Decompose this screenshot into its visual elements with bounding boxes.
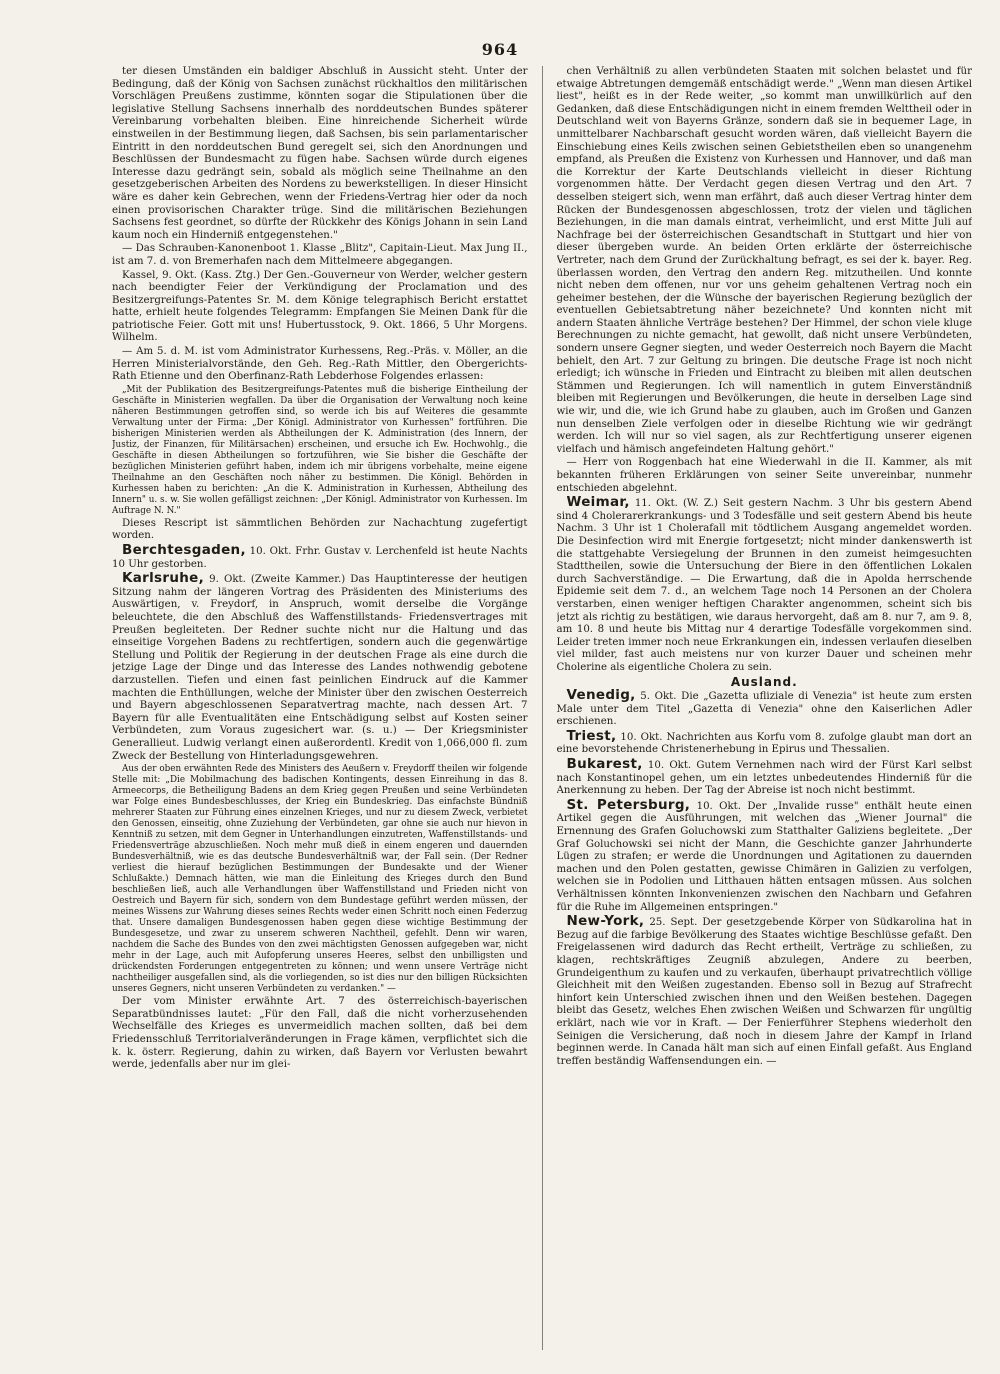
text-columns: [112, 66, 972, 1350]
quoted-document: „Mit der Publikation des Besitzergreifungs-Patentes muß die bisherige Eintheilung der Geschäfte in Ministerien wegfallen. Da über die Organisation der Verwaltung noch keine näheren Bestimmungen getroffen sind, so werde ich bis auf Weiteres die gesammte Verwaltung unter der Firma: „Der Königl. Administrator von Kurhessen" fortführen. Die bisherigen Ministerien werden als Abtheilungen der K. Administration (des Innern, der Justiz, der Finanzen, für Militärsachen) erscheinen, und ersuche ich Ew. Hochwohlg., die Geschäfte in diesen Abtheilungen so fortzuführen, wie Sie bisher die Geschäfte der bezüglichen Ministerien geführt haben, indem ich mir übrigens vorbehalte, meine eigene Theilnahme an den Geschäften noch näher zu bestimmen. Die Königl. Behörden in Kurhessen haben zu berichten: „An die K. Administration in Kurhessen, Abtheilung des Innern" u. s. w. Sie wollen gefälligst zeichnen: „Der Königl. Administrator von Kurhessen. Im Auftrage N. N.": [112, 384, 528, 516]
article-paragraph: [557, 689, 973, 729]
article-paragraph: — Am 5. d. M. ist vom Administrator Kurhessens, Reg.-Präs. v. Möller, an die Herren Ministerialvorstände, den Geh. Reg.-Rath Mittler, den Obergerichts-Rath Etienne und den Oberfinanz-Rath Lebderhose Folgendes erlassen:: [112, 346, 528, 383]
dateline-heading: St. Petersburg,: [566, 796, 691, 813]
dateline-heading: Karlsruhe,: [122, 570, 205, 587]
right-column: [557, 66, 973, 1350]
article-text: 9. Okt. (Zweite Kammer.) Das Hauptinteresse der heutigen Sitzung nahm der längeren Vortrag des Präsidenten des Ministeriums des Auswärtigen, v. Freydorf, in Anspruch, womit derselbe die Vorgänge beleuchtete, die den Abschluß des Waffenstillstands- Friedensvertrages mit Preußen begleiteten. Der Redner suchte nicht nur die Haltung und das einseitige Vorgehen Badens zu rechtfertigen, sondern auch die gegenwärtige Stellung und Politik der Regierung in der deutschen Frage als eine durch die jetzige Lage der Dinge und das Interesse des Landes nothwendig gebotene darzustellen. Tiefen und einen fast peinlichen Eindruck auf die Kammer machten die Enthüllungen, welche der Minister über den zwischen Oesterreich und Bayern abgeschlossenen Separatvertrag machte, nach dessen Art. 7 Bayern für alle Eventualitäten eine Entschädigung selbst auf Kosten seiner Verbündeten, zum Voraus zugesichert war. (s. u.) — Der Kriegsminister Generallieut. Ludwig verlangt einen außerordentl. Kredit von 1,066,000 fl. zum Zweck der Bestellung von Hinterladungsgewehren.: [112, 574, 528, 762]
article-paragraph: — Das Schrauben-Kanonenboot 1. Klasse „Blitz", Capitain-Lieut. Max Jung II., ist am 7. d. von Bremerhafen nach dem Mittelmeere abgegangen.: [112, 243, 528, 267]
article-paragraph: — Herr von Roggenbach hat eine Wiederwahl in die II. Kammer, als mit bekannten früheren Erklärungen von seiner Seite unvereinbar, nunmehr entschieden abgelehnt.: [556, 457, 972, 494]
article-paragraph: chen Verhältniß zu allen verbündeten Staaten mit solchen belastet und für etwaige Abtretungen demgemäß entschädigt werde." „Wenn man diesen Artikel liest", heißt es in der Rede weiter, „so kommt man unwillkürlich auf den Gedanken, daß diese Entschädigungen nicht in einem fremden Welttheil oder in Deutschland weit von Bayerns Gränze, sondern daß sie in bequemer Lage, in unmittelbarer Nachbarschaft gesucht worden wären, daß vielleicht Bayern die Einschiebung eines Keils zwischen seinen Gebietstheilen eben so unangenehm empfand, als Preußen die Existenz von Kurhessen und Hannover, und daß man die Korrektur der Karte Deutschlands vielleicht in dieser Richtung vorgenommen hätte. Der Verdacht gegen diesen Vertrag und den Art. 7 desselben steigert sich, wenn man erfährt, daß auch dieser Vertrag hinter dem Rücken der Bundesgenossen abgeschlossen, trotz der vielen und täglichen Beziehungen, in die man damals eintrat, verheimlicht, und erst Mitte Juli auf Nachfrage bei der österreichischen Gesandtschaft in Stuttgart und hier von dieser übergeben wurde. An beiden Orten erklärte der österreichische Vertreter, nach dem Grund der Zurückhaltung befragt, es sei der k. bayer. Reg. überlassen worden, den Vertrag den andern Reg. mitzutheilen. Und konnte nicht neben dem offenen, nur vor uns geheim gehaltenen Vertrag noch ein geheimer bestehen, der die Wünsche der bayerischen Regierung bezüglich der eventuellen Gebietsabtretung näher bezeichnete? Und konnten nicht mit andern Staaten ähnliche Verträge bestehen? Der Himmel, der schon viele kluge Berechnungen zu nichte gemacht, hat gewollt, daß nicht unsere Verbündeten, sondern unsere Gegner siegten, und weder Oesterreich noch Bayern die Macht behielt, den Art. 7 zur Geltung zu bringen. Die deutsche Frage ist noch nicht erledigt; ich wünsche in Frieden und Eintracht zu bleiben mit allen deutschen Stämmen und Regierungen. Ich will namentlich in gutem Einverständniß bleiben mit Regierungen und Bevölkerungen, die heute in derselben Lage sind wie wir, und die, wie ich Grund habe zu glauben, auch im Großen und Ganzen nun denselben Ziele verfolgen oder in dieselbe Richtung wie wir gedrängt werden. Ich will nur so viel sagen, als zur Rechtfertigung unserer eigenen vielfach und hämisch angefeindeten Haltung gehört.": [556, 66, 972, 455]
dateline-heading: Venedig,: [566, 687, 636, 704]
dateline-heading: Triest,: [566, 727, 617, 744]
article-paragraph: [112, 572, 528, 763]
article-text: 25. Sept. Der gesetzgebende Körper von Südkarolina hat in Bezug auf die farbige Bevölkerung des Staates wichtige Beschlüsse gefaßt. Den Freigelassenen wird dadurch das Recht ertheilt, Verträge zu schließen, zu klagen, rechtskräftiges Zeugniß abzulegen, Andere zu beerben, Grundeigenthum zu kaufen und zu verkaufen, überhaupt privatrechtlich völlige Gleichheit mit den Weißen zugestanden. Ebenso soll in Bezug auf Strafrecht hinfort kein Unterschied zwischen ihnen und den Weißen bestehen. Dagegen bleibt das Gesetz, welches Ehen zwischen Weißen und Schwarzen für ungültig erklärt, nach wie vor in Kraft. — Der Fenierführer Stephens wiederholt den Seinigen die Versicherung, daß noch in diesem Jahre der Kampf in Irland beginnen werde. In Canada hält man sich auf einen Einfall gefaßt. Aus England treffen beständig Waffensendungen ein. —: [556, 917, 972, 1067]
article-text: 10. Okt. Nachrichten aus Korfu vom 8. zufolge glaubt man dort an eine bevorstehende Christenerhebung in Epirus und Thessalien.: [556, 731, 972, 756]
page-number: 964: [481, 40, 519, 59]
article-paragraph: [557, 915, 973, 1068]
article-paragraph: [112, 544, 528, 571]
column-divider: [542, 66, 543, 1350]
dateline-heading: New-York,: [566, 913, 645, 930]
article-text: 5. Okt. Die „Gazetta ufliziale di Venezia" ist heute zum ersten Male unter dem Titel „Gazetta di Venezia" ohne den Kaiserlichen Adler erschienen.: [556, 691, 972, 728]
section-heading: Ausland.: [730, 674, 798, 689]
article-paragraph: [556, 796, 973, 914]
article-text: 10. Okt. Frhr. Gustav v. Lerchenfeld ist heute Nachts 10 Uhr gestorben.: [112, 546, 528, 570]
article-paragraph: Der vom Minister erwähnte Art. 7 des österreichisch-bayerischen Separatbündnisses lautet: „Für den Fall, daß die nicht vorherzusehenden Wechselfälle des Krieges es unvermeidlich machen sollten, daß bei dem Friedensschluß Territorialveränderungen in Frage kämen, verpflichtet sich die k. k. österr. Regierung, dahin zu wirken, daß Bayern vor Verlusten bewahrt werde, jedenfalls aber nur im glei-: [112, 996, 528, 1071]
article-paragraph: [557, 496, 973, 674]
quoted-document: Aus der oben erwähnten Rede des Ministers des Aeußern v. Freydorff theilen wir folgende Stelle mit: „Die Mobilmachung des badischen Kontingents, dessen Einreihung in das 8. Armeecorps, die Betheiligung Badens an dem Krieg gegen Preußen und seine Verbündeten war Folge eines Bundesbeschlusses, der Krieg ein Bundeskrieg. Das einfachste Bündniß mehrerer Staaten zur Führung eines einzelnen Krieges, und nur zu diesem Zweck, verbietet den Genossen, einseitig, ohne Zuziehung der Verbündeten, gar ohne sie auch nur hievon in Kenntniß zu setzen, mit dem Gegner in Unterhandlungen einzutreten, Waffenstillstands- und Friedensverträge abzuschließen. Noch mehr muß dieß in einem engeren und dauernden Bundesverhältniß, wie es das deutsche Bundesverhältniß war, der Fall sein. (Der Redner verliest die hierauf bezüglichen Bestimmungen der Bundesakte und der Wiener Schlußakte.) Demnach hätten, wie man die Einleitung des Krieges durch den Bund beschließen ließ, auch alle Verhandlungen über Waffenstillstand und Frieden nicht von Oestreich und Bayern für sich, sondern von dem Bundestage geführt werden müssen, der meines Wissens zur Wahrung dieses seines Rechts weder einen Schritt noch einen Federzug that. Unsere damaligen Bundesgenossen haben gegen diese wichtige Bestimmung der Bundesgesetze, und zwar zu unserem schweren Nachtheil, gefehlt. Denn wir waren, nachdem die Sache des Bundes von den zwei mächtigsten Genossen aufgegeben war, nicht mehr in der Lage, auch mit Aufopferung unseres Heeres, selbst den unbilligsten und drückendsten Forderungen entgegentreten zu können; und wenn unsere Verträge nicht nachtheiliger ausgefallen sind, als die vorliegenden, so ist dies nur den billigen Rücksichten unseres Gegners, nicht unseren Verbündeten zu verdanken." —: [112, 764, 528, 995]
article-paragraph: Kassel, 9. Okt. (Kass. Ztg.) Der Gen.-Gouverneur von Werder, welcher gestern nach beendigter Feier der Verkündigung der Proclamation und des Besitzergreifungs-Patentes Sr. M. dem Könige telegraphisch Bericht erstattet hatte, erhielt heute folgendes Telegramm: Empfangen Sie Meinen Dank für die patriotische Feier. Gott mit uns! Hubertusstock, 9. Okt. 1866, 5 Uhr Morgens. Wilhelm.: [112, 269, 528, 344]
article-paragraph: ter diesen Umständen ein baldiger Abschluß in Aussicht steht. Unter der Bedingung, daß der König von Sachsen zunächst rückhaltlos den militärischen Vorschlägen Preußens zustimme, könnten sogar die Stipulationen über die legislative Stellung Sachsens innerhalb des norddeutschen Bundes späterer Vereinbarung vorbehalten bleiben. Eine hinreichende Sicherheit würde einstweilen in der Bestimmung liegen, daß Sachsen, bis sein parlamentarischer Eintritt in den norddeutschen Bund geregelt sei, sich den Anordnungen und Beschlüssen der Bundesmacht zu fügen habe. Sachsen würde durch eigenes Interesse dazu gedrängt sein, sobald als möglich seine Theilnahme an den gesetzgeberischen Arbeiten des Nordens zu bewerkstelligen. In dieser Hinsicht wäre es daher kein Gebrechen, wenn der Friedens-Vertrag hier oder da noch einen provisorischen Charakter trüge. Sind die militärischen Beziehungen Sachsens fest geordnet, so dürfte der Rückkehr des Königs Johann in sein Land kaum noch ein Hinderniß entgegenstehen.": [112, 66, 528, 241]
article-paragraph: Dieses Rescript ist sämmtlichen Behörden zur Nachachtung zugefertigt worden.: [112, 517, 528, 542]
dateline-heading: Bukarest,: [566, 756, 643, 773]
article-text: 10. Okt. Gutem Vernehmen nach wird der Fürst Karl selbst nach Konstantinopel gehen, um ein letztes unbedeutendes Hinderniß für die Anerkennung zu heben. Der Tag der Abreise ist noch nicht bestimmt.: [556, 760, 972, 797]
article-text: 10. Okt. Der „Invalide russe" enthält heute einen Artikel gegen die Ausführungen, mit welchen das „Wiener Journal" die Ernennung des Grafen Goluchowski zum Statthalter Galiziens begleitete. „Der Graf Goluchowski sei nicht der Mann, die Geschichte ganzer Jahrhunderte Lügen zu strafen; er werde die Unordnungen und Agitationen zu dauernden machen und den Polen gestatten, gewisse Chimären in Galizien zu verfolgen, welchen sie in Podolien und Litthauen hätten entsagen müssen. Aus solchen Verhältnissen könnten Inkonvenienzen zwischen den Nachbarn und Gefahren für die Ruhe im Allgemeinen entspringen.": [556, 800, 972, 913]
left-column: [112, 66, 528, 1350]
article-text: 11. Okt. (W. Z.) Seit gestern Nachm. 3 Uhr bis gestern Abend sind 4 Cholerarerkrankungs- und 3 Todesfälle und seit gestern Abend bis heute Nachm. 3 Uhr ist 1 Cholerafall mit tödtlichem Ausgang angemeldet worden. Die Desinfection wird mit Energie fortgesetzt; nicht minder dankenswerth ist die stattgehabte Versiegelung der Brunnen in den zumeist heimgesuchten Stadttheilen, sowie die Untersuchung der Biere in den öffentlichen Lokalen durch Sachverständige. — Die Erwartung, daß die in Apolda herrschende Epidemie seit dem 7. d., an welchem Tage noch 14 Personen an der Cholera verstarben, einen weniger heftigen Charakter angenommen, scheint sich bis jetzt als richtig zu bestätigen, wie daraus hervorgeht, daß am 8. nur 7, am 9. 8, am 10. 8 und heute bis Mittag nur 4 derartige Todesfälle vorgekommen sind. Leider treten immer noch neue Erkrankungen ein, indessen verlaufen dieselben viel milder, fast auch meistens nur von kurzer Dauer und scheinen mehr Cholerine als eigentliche Cholera zu sein.: [556, 498, 972, 673]
article-paragraph: [557, 758, 973, 798]
dateline-heading: Weimar,: [566, 494, 630, 511]
article-paragraph: [556, 727, 973, 757]
dateline-heading: Berchtesgaden,: [122, 542, 246, 559]
